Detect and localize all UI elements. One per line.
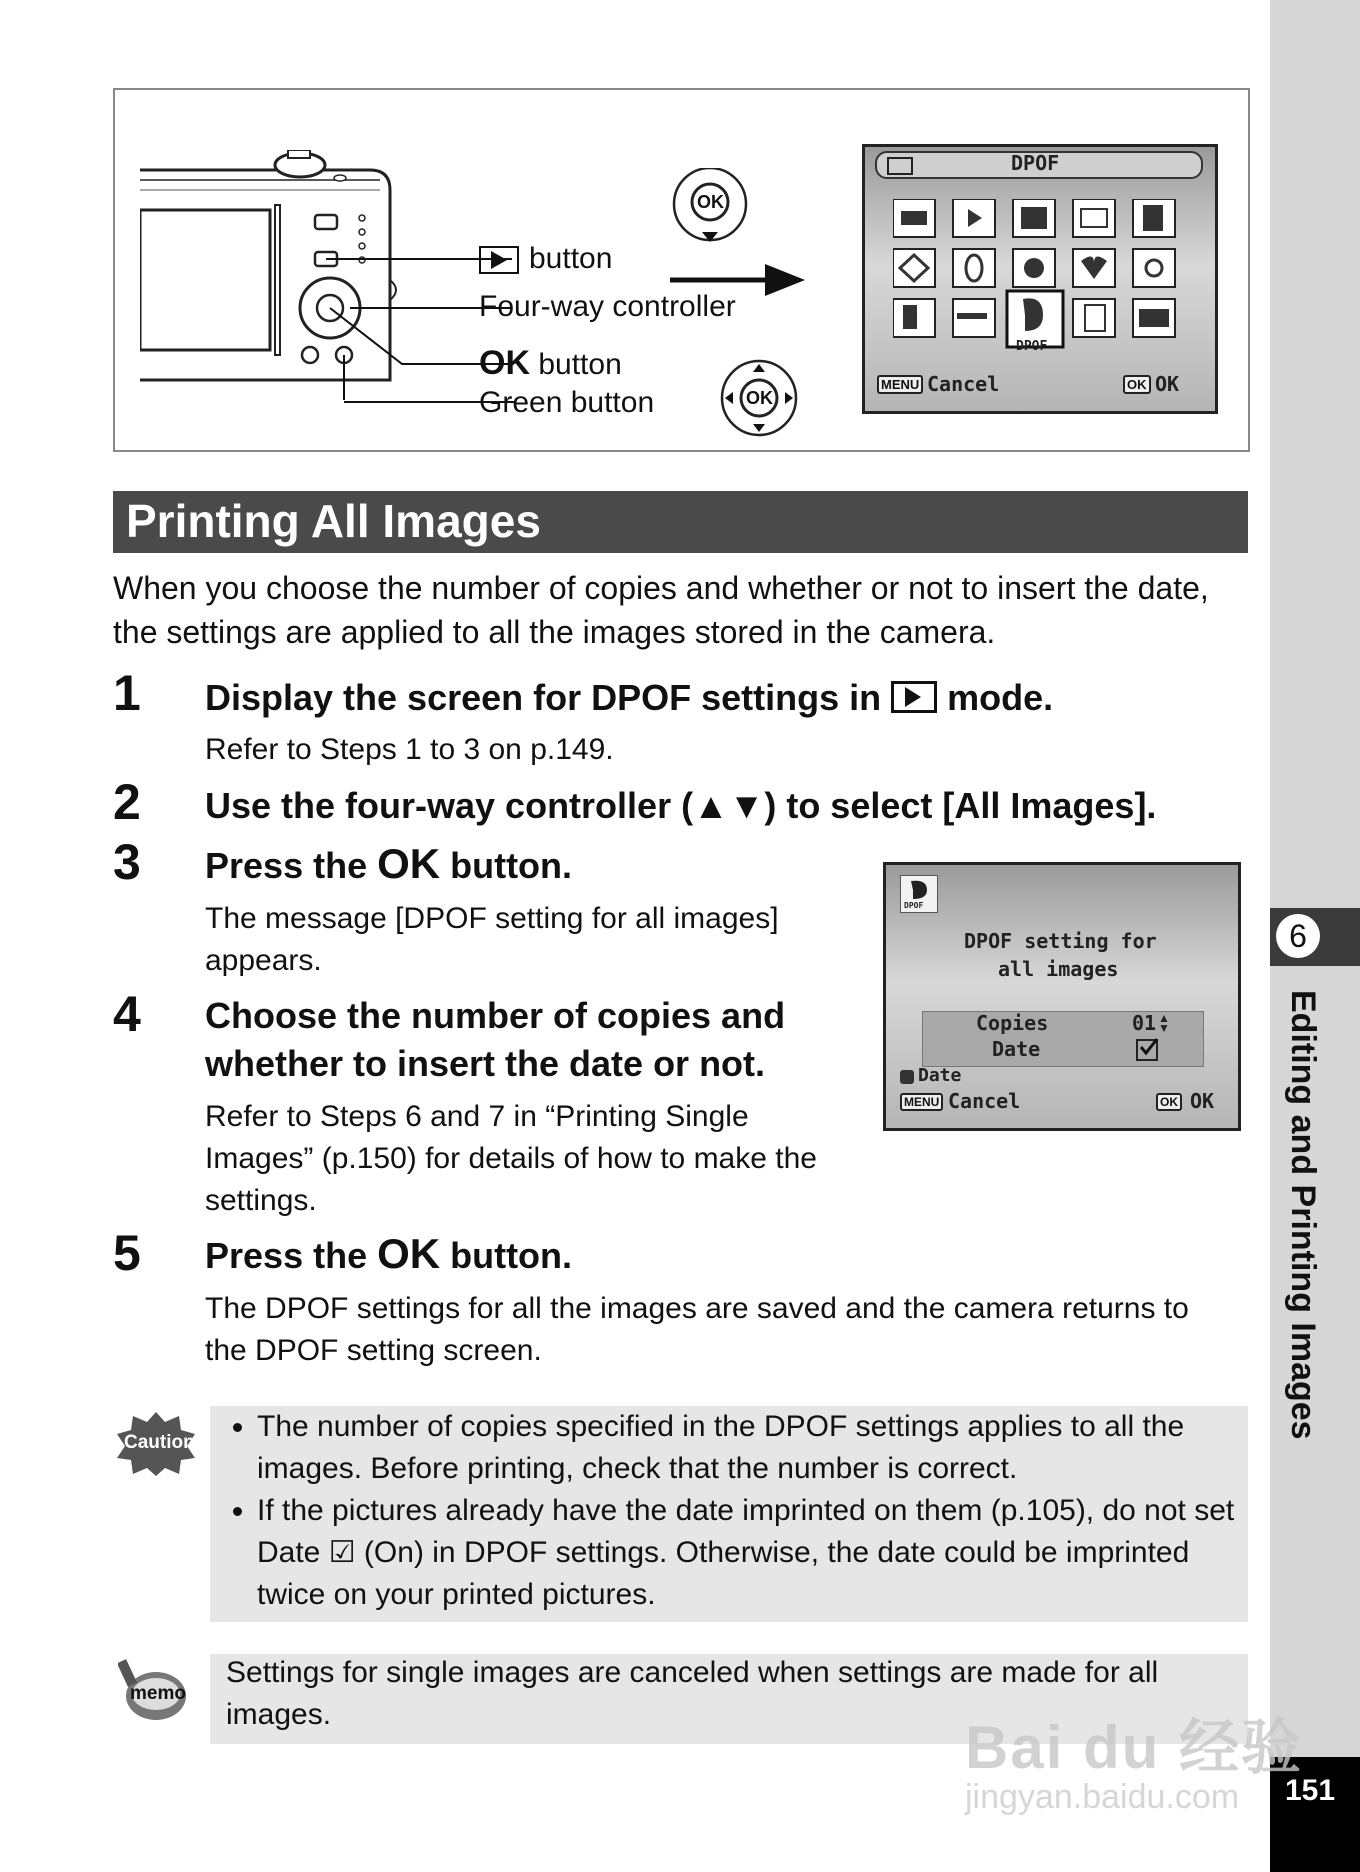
intro-paragraph: When you choose the number of copies and whether or not to insert the date, the settings are applied to all the images stored in the camera.: [113, 570, 1209, 650]
step-4-body: Refer to Steps 6 and 7 in “Printing Single Images” (p.150) for details of how to make the settings.: [205, 1100, 817, 1217]
cancel-label: Cancel: [948, 1089, 1021, 1113]
watermark-url: jingyan.baidu.com: [965, 1778, 1240, 1816]
copies-value: 01: [1132, 1011, 1157, 1035]
memo-icon-label: memo: [130, 1683, 186, 1704]
chapter-number: 6: [1276, 914, 1320, 958]
date-checkbox-icon: [1136, 1039, 1158, 1061]
playback-icon: [479, 246, 519, 274]
step-5-body: The DPOF settings for all the images are saved and the camera returns to the DPOF setting screen.: [205, 1292, 1189, 1367]
cancel-label: Cancel: [927, 372, 1000, 396]
step-3-body: The message [DPOF setting for all images] appears.: [205, 902, 779, 977]
step-3-number: 3: [113, 834, 141, 890]
ok-icon-text: OK: [697, 192, 724, 212]
watermark-logo: Bai du 经验: [965, 1714, 1304, 1781]
menu-key-icon: MENU: [900, 1093, 943, 1111]
step-4-number: 4: [113, 986, 141, 1042]
dpof-all-images-screen: [883, 862, 1241, 1131]
dpof-icon-label: DPOF: [1016, 339, 1048, 354]
menu-icon-grid: [893, 199, 1193, 349]
step-2-title: Use the four-way controller (▲▼) to select [All Images].: [205, 785, 1157, 826]
caution-icon-label: Caution: [124, 1432, 195, 1453]
ok-glyph: OK: [479, 344, 530, 382]
ok-glyph: OK: [377, 1230, 441, 1277]
step-1-title: Display the screen for DPOF settings in mode.: [205, 677, 1054, 718]
step-1-body: Refer to Steps 1 to 3 on p.149.: [205, 733, 614, 766]
ok-button-label: OK button: [479, 344, 622, 382]
playback-mode-icon: [887, 157, 913, 175]
step-1-number: 1: [113, 665, 141, 721]
date-label: Date: [992, 1037, 1041, 1061]
step-3-title: Press the OK button.: [205, 840, 573, 887]
section-title: Printing All Images: [126, 495, 541, 547]
menu-key-icon: MENU: [877, 375, 923, 394]
copies-label: Copies: [976, 1011, 1049, 1035]
chapter-title: Editing and Printing Images: [1284, 990, 1322, 1440]
four-way-controller-label: Four-way controller: [479, 290, 736, 323]
dpof-menu-screen: [862, 144, 1218, 414]
camera-figure: [113, 88, 1250, 452]
playback-icon: [891, 681, 937, 713]
caution-bullet-2: • If the pictures already have the date imprinted on them (p.105), do not set Date ☑ (On) in DPOF settings. Otherwise, the date could be imprinted twice on your printed pictures.: [257, 1490, 1235, 1616]
message-line-1: DPOF setting for: [964, 929, 1157, 953]
copies-stepper-icon: ▲ ▼: [1158, 1011, 1170, 1035]
page-number: 151: [1284, 1774, 1336, 1807]
step-5-title: Press the OK button.: [205, 1230, 573, 1277]
step-5-number: 5: [113, 1225, 141, 1281]
green-button-label: Green button: [479, 386, 655, 419]
playback-button-label: button: [479, 242, 612, 276]
ok-glyph: OK: [377, 840, 441, 887]
caution-text: [225, 1406, 1235, 1616]
step-4-title: Choose the number of copies and whether to insert the date or not.: [205, 995, 786, 1084]
ok-label: OK: [1155, 372, 1180, 396]
memo-text: Settings for single images are canceled when settings are made for all images.: [226, 1656, 1159, 1731]
camera-back-illustration: [140, 150, 520, 400]
step-2-number: 2: [113, 774, 141, 830]
dpof-title: DPOF: [1011, 151, 1060, 175]
message-line-2: all images: [998, 957, 1119, 981]
green-key-icon: [900, 1070, 914, 1084]
dpof-icon: DPOF: [900, 875, 938, 913]
ok-label: OK: [1190, 1089, 1215, 1113]
four-way-ok-text: OK: [746, 388, 773, 408]
ok-key-icon: OK: [1156, 1093, 1182, 1111]
date-key-label: Date: [918, 1065, 962, 1086]
right-arrow-icon: [670, 260, 805, 300]
ok-key-icon: OK: [1123, 375, 1151, 394]
caution-bullet-1: • The number of copies specified in the DPOF settings applies to all the images. Before printing, check that the number is correct.: [257, 1406, 1235, 1490]
